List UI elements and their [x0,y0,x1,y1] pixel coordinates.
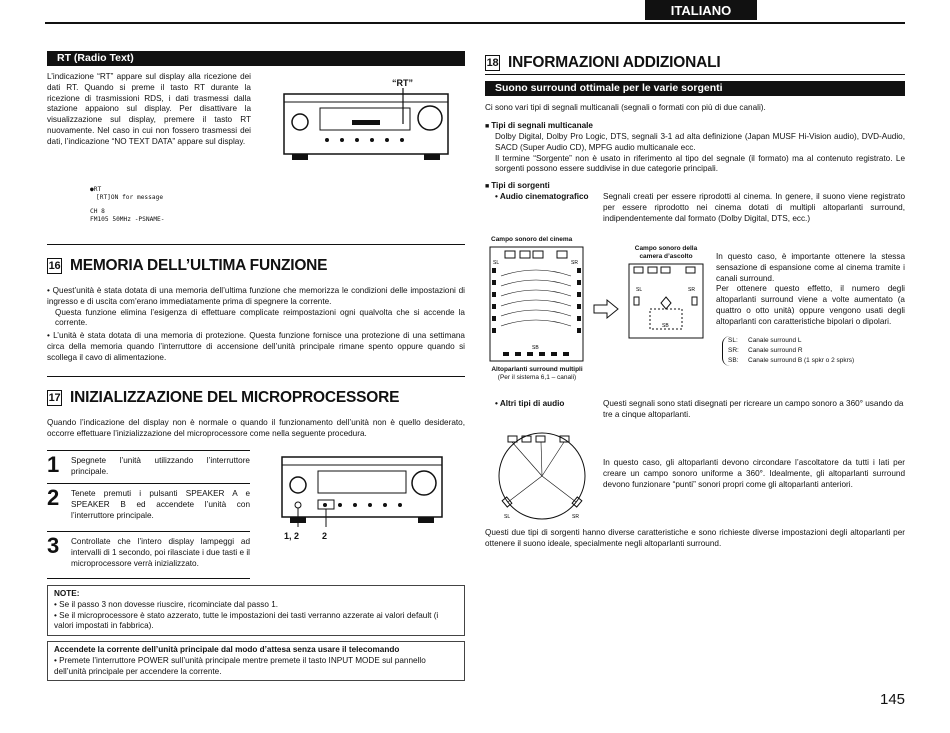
rt-label: “RT” [392,78,413,88]
room-soundfield-diagram [628,263,704,339]
surround-circle-diagram [494,430,590,524]
step-rule-2 [47,531,250,532]
svg-text:SL: SL [636,287,643,293]
section-17-heading [47,388,399,408]
multichannel-text [495,132,905,175]
section-18-heading [485,53,720,73]
section-16-heading [47,256,327,276]
step-1-number: 1 [47,452,60,477]
sources-heading: ■ Tipi di sorgenti [485,181,550,192]
step-3 [47,535,250,569]
svg-text:SL: SL [493,260,500,266]
step-1-text: Spegnete l’unità utilizzando l’interruttore principale. [71,456,250,476]
svg-text:SR: SR [571,260,578,266]
rule-17 [47,376,465,377]
step-3-text: Controllate che l’intero display lampeggi ad intervalli di 1 secondo, poi rilasciate i due tasti e il microprocessore verrà inizializzato. [71,537,250,568]
legend-sr: SR: Canale surround R [728,347,803,355]
step-rule-0 [47,450,250,451]
note-2: • Se il microprocessore è stato azzerato, tutte le impostazioni dei tasti verranno azzerate ai valori default (i valori impostati in fabbrica). [54,611,458,633]
callout-2: 2 [322,531,328,541]
display-readout [90,186,230,224]
step-2-number: 2 [47,485,60,510]
cinema-soundfield-diagram [489,246,584,363]
step-1 [47,454,250,478]
svg-text:SL: SL [504,514,511,520]
section-16-body [47,286,465,364]
note-box [47,585,465,636]
display-line-4: FM105 50MHz -PSNAME- [90,215,165,223]
power-box [47,641,465,681]
surround-bar: Suono surround ottimale per le varie sorgenti [485,81,905,96]
receiver-illustration-2 [280,455,445,530]
room-text [716,252,905,328]
language-tab: ITALIANO [645,0,757,20]
section-16-title: MEMORIA DELL’ULTIMA FUNZIONE [70,257,328,274]
step-rule-3 [47,578,250,579]
display-line-2: [RT]ON for message [96,193,164,201]
legend-sl: SL: Canale surround L [728,337,802,344]
header-rule [45,22,905,24]
cinema-label: • Audio cinematografico [495,192,589,201]
note-1: • Se il passo 3 non dovesse riuscire, ricominciate dal passo 1. [54,600,458,611]
rule-18 [485,74,905,75]
page-number: 145 [880,691,906,708]
svg-text:SR: SR [688,287,695,293]
step-rule-1 [47,483,250,484]
display-line-3: CH 8 [90,207,105,215]
receiver-illustration [282,88,452,168]
rt-body: L’indicazione “RT” appare sul display alla ricezione dei dati RT. Quando si preme il tasto RT durante la ricezione di trasmissioni RDS, i dati trasmessi dalla stazione appaiono sul display. Per disattivare la visualizzazione sul display, premere il tasto RT nuovamente. Nel caso in cui non fossero trasmessi dei dati, l’indicazione “NO TEXT DATA” appare sul display. [47,72,251,146]
section-18-title: INFORMAZIONI ADDIZIONALI [508,54,721,71]
svg-text:SB: SB [532,345,539,351]
section-17-number: 17 [48,392,61,405]
step-2-text: Tenete premuti i pulsanti SPEAKER A e SPEAKER B ed accendete l’unità con l’interruttore principale. [71,489,250,520]
s16-bullet-2: • L’unità è stata dotata di una memoria di protezione. Questa funzione fornisce una protezione di una settimana circa della memoria quando l’interruttore di accensione dell’unità principale rimane spento oppure quando si scollega il cavo di alimentazione. [47,331,465,363]
callout-1-2: 1, 2 [284,531,300,541]
power-box-text: • Premete l’interruttore POWER sull’unità principale mentre premete il tasto INPUT MODE sul pannello dell’unità principale per accendere la corrente. [54,656,458,678]
svg-text:SR: SR [572,514,579,520]
room-text-2: Per ottenere questo effetto, il numero degli altoparlanti surround viene a volte aumentato (a quattro o otto unità) oppure vengono usati degli altoparlanti con caratteristiche bipolari o dipolari. [716,284,905,326]
rt-section-bar: RT (Radio Text) [47,51,465,66]
channel-legend [722,336,854,366]
legend-sb: SB: Canale surround B (1 spkr o 2 spkrs) [728,357,855,365]
note-title: NOTE: [54,589,80,598]
multichannel-heading: ■ Tipi di segnali multicanale [485,121,593,132]
other-text-2: In questo caso, gli altoparlanti devono circondare l’ascoltatore da tutti i lati per creare un campo sonoro uniforme a 360°. Idealmente, gli altoparlanti surround devono funzionare “punti” sonori propri come gli altoparlanti anteriori. [603,458,905,489]
section-17-title: INIZIALIZZAZIONE DEL MICROPROCESSORE [70,389,400,406]
svg-text:SB: SB [662,323,669,329]
other-text: Questi segnali sono stati disegnati per ricreare un campo sonoro a 360° usando da tre a cinque altoparlanti. [603,399,904,419]
power-box-title: Accendete la corrente dell’unità principale dal modo d’attesa senza usare il telecomando [54,645,400,654]
final-text: Questi due tipi di sorgenti hanno diverse caratteristiche e sono richieste diverse impostazioni degli altoparlanti per ottenere il suono ideale, specialmente negli altoparlanti surround. [485,528,905,548]
cinema-text: Segnali creati per essere riprodotti al cinema. In genere, il suono viene registrato per essere riprodotto nei cinema dotati di multipli altoparlanti surround, indipendentemente dal formato (Dolby Digital, DTS, ecc.) [603,192,905,223]
step-3-number: 3 [47,533,60,558]
fig-caption: Altoparlanti surround multipli [491,366,583,373]
section-18-number: 18 [486,57,499,70]
s16-bullet-1b: Questa funzione elimina l’esigenza di effettuare complicate reimpostazioni ogni qualvolta che si accende la corrente. [55,307,465,328]
room-text-1: In questo caso, è importante ottenere la stessa sensazione di espansione come al cinema tramite i canali surround. [716,252,905,283]
display-line-1: ●RT [90,186,102,193]
other-label: • Altri tipi di audio [495,399,565,408]
cinema-fig-title: Campo sonoro del cinema [491,236,573,243]
section-16-number: 16 [48,260,61,273]
arrow-icon [593,298,619,320]
multichannel-p1: Dolby Digital, Dolby Pro Logic, DTS, segnali 3-1 ad alta definizione (Japan MUSF Hi-Vision audio), DVD-Audio, SACD (Super Audio CD), MPFG audio multicanale ecc. [495,132,905,152]
rule-16 [47,244,465,245]
room-fig-title: Campo sonoro della camera d’ascolto [634,245,698,260]
section-17-intro: Quando l’indicazione del display non è normale o quando il funzionamento dell’unità non è quello desiderato, occorre effettuare l’inizializzazione del microprocessore come nella seguente procedura. [47,418,465,438]
multichannel-p2: Il termine “Sorgente” non è usato in riferimento al tipo del segnale (il formato) ma al contenuto registrato. Le sorgenti possono essere suddivise in due categorie principali. [495,153,905,174]
step-2 [47,487,250,521]
s16-bullet-1: • Quest’unità è stata dotata di una memoria dell’ultima funzione che memorizza le condizioni delle impostazioni di ingresso e di uscita com’erano immediatamente prima di spegnere la corrente. [47,286,465,308]
fig-caption-2: (Per il sistema 6,1 – canali) [497,374,577,381]
intro-text: Ci sono vari tipi di segnali multicanali (segnali o formati con più di due canali). [485,103,766,112]
